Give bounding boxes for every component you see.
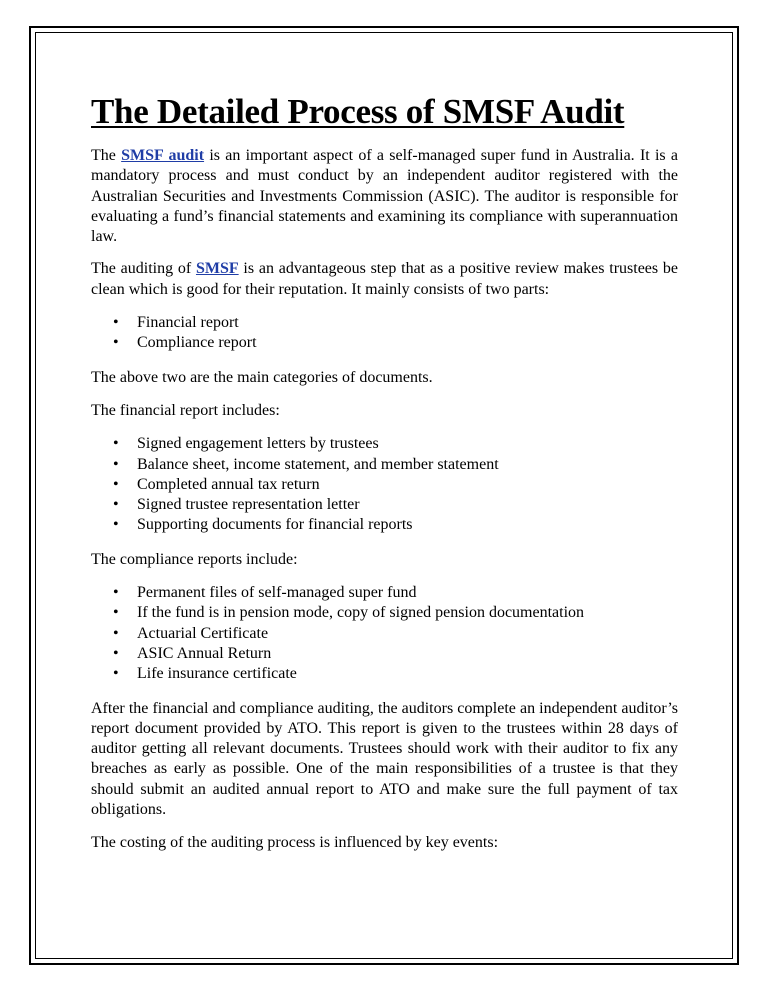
list-item: • Signed engagement letters by trustees [91, 434, 678, 454]
intro-paragraph [91, 146, 678, 247]
costing-paragraph: The costing of the auditing process is influenced by key events: [91, 834, 499, 852]
bullet-icon: • [113, 334, 119, 352]
compliance-list [91, 583, 678, 684]
bullet-icon: • [113, 516, 119, 534]
bullet-icon: • [113, 584, 119, 602]
page-title: The Detailed Process of SMSF Audit [91, 92, 625, 131]
compliance-heading: The compliance reports include: [91, 550, 298, 568]
financial-heading: The financial report includes: [91, 401, 280, 419]
parts-list [91, 313, 678, 354]
smsf-link[interactable]: SMSF [195, 260, 239, 278]
list-item: • Balance sheet, income statement, and member statement [91, 455, 678, 475]
categories-paragraph: The above two are the main categories of documents. [91, 368, 433, 386]
list-item: • If the fund is in pension mode, copy of signed pension documentation [91, 603, 678, 623]
second-paragraph [91, 259, 678, 300]
list-item: • Financial report [91, 313, 678, 333]
intro-text-end: is an important aspect of a self-managed super fund in Australia. It is a mandatory process and must conduct by an independent auditor registered with the Australian Securities and Investments Commission (ASIC). The auditor is responsible for evaluating a fund’s financial statements and examining its compliance with superannuation law. [91, 147, 679, 246]
list-item: • Compliance report [91, 333, 678, 353]
intro-text-start: The [91, 147, 122, 164]
bullet-icon: • [113, 665, 119, 683]
second-text-end: is an advantageous step that as a positive review makes trustees be clean which is good for their reputation. It mainly consists of two parts: [91, 260, 679, 298]
bullet-icon: • [113, 624, 119, 642]
bullet-icon: • [113, 644, 119, 662]
list-item: • Signed trustee representation letter [91, 495, 678, 515]
bullet-icon: • [113, 496, 119, 514]
list-item: • ASIC Annual Return [91, 644, 678, 664]
after-auditing-paragraph: After the financial and compliance auditing, the auditors complete an independent auditor’s report document provided by ATO. This report is given to the trustees within 28 days of auditor getting all relevant documents. Trustees should work with their auditor to fix any breaches as early as possible. One of the main responsibilities of a trustee is that they should submit an audited annual report to ATO and make sure the full payment of tax obligations. [91, 699, 678, 819]
document-body [91, 89, 678, 867]
bullet-icon: • [113, 604, 119, 622]
smsf-audit-link[interactable]: SMSF audit [121, 147, 205, 164]
second-text-start: The auditing of [91, 260, 196, 278]
bullet-icon: • [113, 475, 119, 493]
bullet-icon: • [113, 455, 119, 473]
list-item: • Completed annual tax return [91, 475, 678, 495]
list-item: • Actuarial Certificate [91, 624, 678, 644]
bullet-icon: • [113, 314, 119, 332]
financial-list [91, 434, 678, 535]
list-item: • Life insurance certificate [91, 664, 678, 684]
list-item: • Supporting documents for financial reports [91, 515, 678, 535]
list-item: • Permanent files of self-managed super fund [91, 583, 678, 603]
bullet-icon: • [113, 435, 119, 453]
